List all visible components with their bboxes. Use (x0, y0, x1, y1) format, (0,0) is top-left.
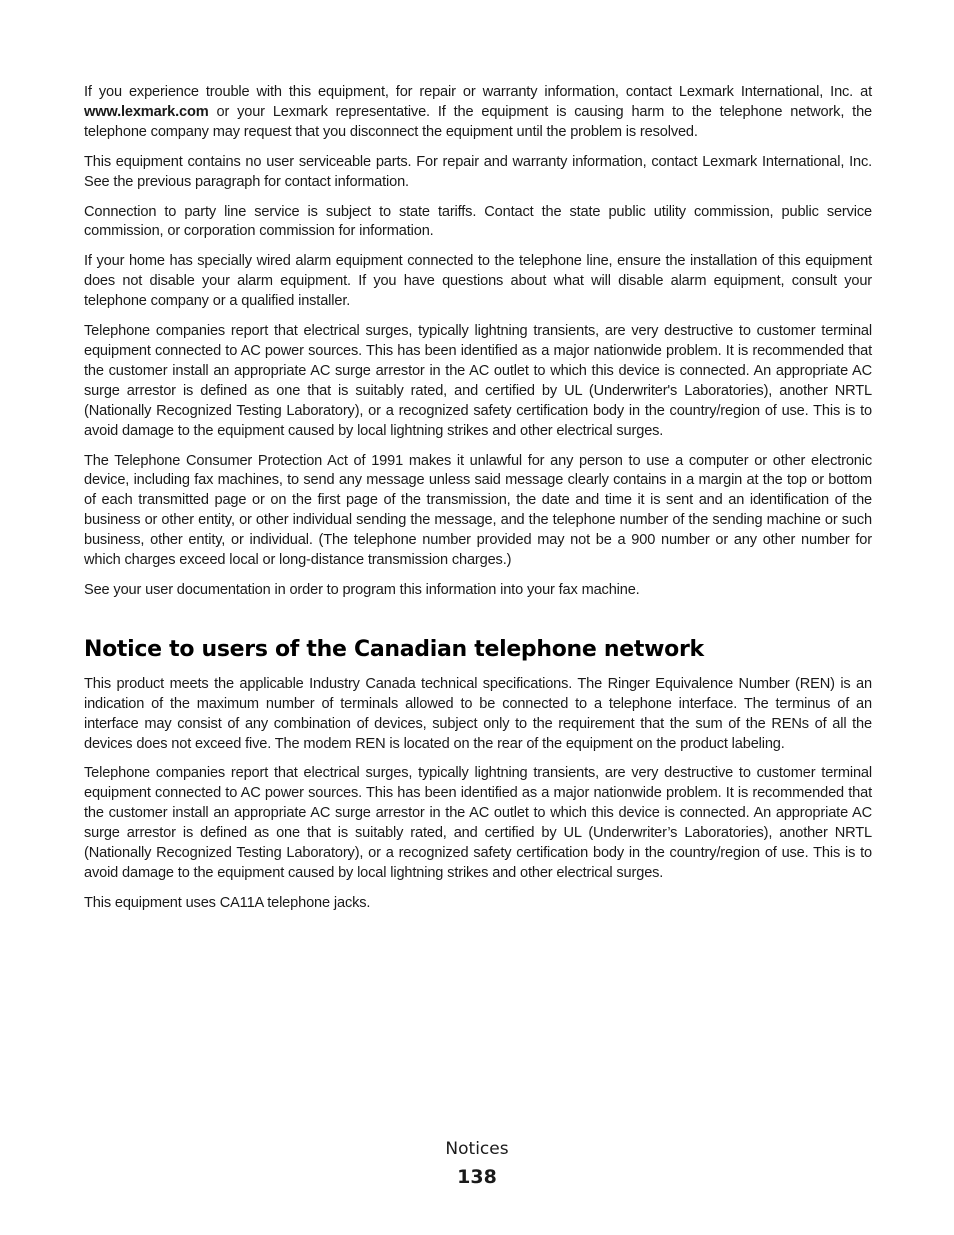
paragraph-electrical-surges: Telephone companies report that electrical surges, typically lightning transients, are very destructive to customer terminal equipment connected to AC power sources. This has been identified as a major nationwide problem. It is recommended that the customer install an appropriate AC surge arrestor in the AC outlet to which this device is connected. An appropriate AC surge arrestor is defined as one that is suitably rated, and certified by UL (Underwriter's Laboratories), another NRTL (Nationally Recognized Testing Laboratory), or a recognized safety certification body in the country/region of use. This is to avoid damage to the equipment caused by local lightning strikes and other electrical surges. (84, 323, 872, 439)
paragraph-tcpa: The Telephone Consumer Protection Act of 1991 makes it unlawful for any person to use a computer or other electronic device, including fax machines, to send any message unless said message clearly contains in a margin at the top or bottom of each transmitted page or on the first page of the transmission, the date and time it is sent and an identification of the business or other entity, or other individual sending the message, and the telephone number of the sending machine or such business, other entity, or individual. (The telephone number provided may not be a 900 number or any other number for which charges exceed local or long-distance transmission charges.) (84, 452, 872, 569)
footer-section-label: Notices (445, 1139, 509, 1159)
section-heading-canadian-network: Notice to users of the Canadian telephone network (84, 636, 704, 662)
paragraph-fax-programming: See your user documentation in order to program this information into your fax machine. (84, 581, 640, 598)
page-number: 138 (457, 1166, 497, 1188)
paragraph-alarm-equipment: If your home has specially wired alarm equipment connected to the telephone line, ensure the installation of this equipment does not disable your alarm equipment. If you have questions about what will disable alarm equipment, consult your telephone company or a qualified installer. (84, 253, 872, 310)
paragraph-text: If you experience trouble with this equipment, for repair or warranty information, contact Lexmark International, Inc. at (84, 84, 872, 100)
paragraph-no-serviceable-parts: This equipment contains no user serviceable parts. For repair and warranty information, contact Lexmark International, Inc. See the previous paragraph for contact information. (84, 153, 872, 190)
paragraph-party-line: Connection to party line service is subject to state tariffs. Contact the state public utility commission, public service commission, or corporation commission for information. (84, 203, 872, 240)
paragraph-electrical-surges-canada: Telephone companies report that electrical surges, typically lightning transients, are very destructive to customer terminal equipment connected to AC power sources. This has been identified as a major nationwide problem. It is recommended that the customer install an appropriate AC surge arrestor in the AC outlet to which this device is connected. An appropriate AC surge arrestor is defined as one that is suitably rated, and certified by UL (Underwriter’s Laboratories), another NRTL (Nationally Recognized Testing Laboratory), or a recognized safety certification body in the country/region of use. This is to avoid damage to the equipment caused by local lightning strikes and other electrical surges. (84, 765, 872, 881)
paragraph-text: or your Lexmark representative. If the equipment is causing harm to the telephone network, the telephone company may request that you disconnect the equipment until the problem is resolved. (84, 103, 872, 140)
paragraph-industry-canada: This product meets the applicable Industry Canada technical specifications. The Ringer Equivalence Number (REN) is an indication of the maximum number of terminals allowed to be connected to a telephone interface. The terminus of an interface may consist of any combination of devices, subject only to the requirement that the sum of the RENs of all the devices does not exceed five. The modem REN is located on the rear of the equipment on the product labeling. (84, 675, 872, 752)
paragraph-telephone-jacks: This equipment uses CA11A telephone jacks. (84, 894, 371, 911)
document-body (84, 83, 872, 924)
paragraph-repair-warranty (84, 83, 872, 143)
lexmark-website-link[interactable]: www.lexmark.com (84, 103, 209, 120)
